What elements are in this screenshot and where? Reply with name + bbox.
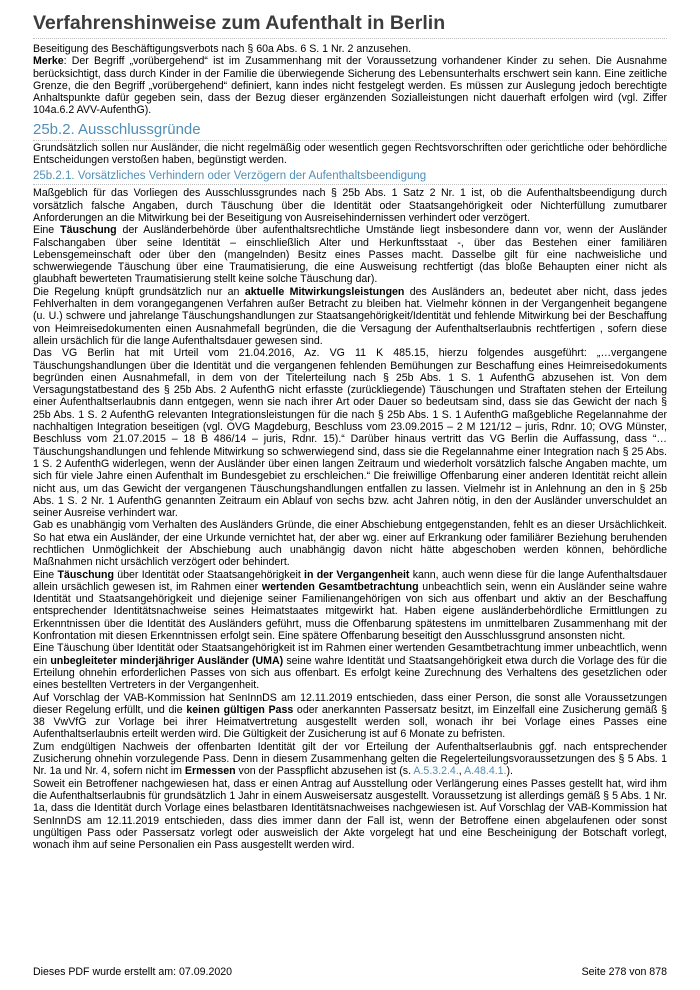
paragraph-text: unbeachtlich sein, wenn ein Ausländer seine wahre Identität und Staatsangehörigkeit und diejenige seiner Familienangehörigen von sich aus offenbart und aktiv an der Beschaffung entsprechender Identitätsnachweise seines Heimatstaates mitgewirkt hat. Haben eigene ausländerbehördliche Ermittlungen zu Erkenntnissen über die Identität des Ausländers geführt, muss die Offenbarung spätestens im unmittelbaren Zusammenhang mit der Konfrontation mit diesen Erkenntnissen erfolgt sein. Eine spätere Offenbarung beseitigt den Ausschlussgrund ansonsten nicht. bbox=[33, 580, 667, 643]
bold-text: in der Vergangenheit bbox=[304, 568, 410, 581]
bold-text: Ermessen bbox=[184, 765, 236, 778]
footer-page-number: Seite 278 von 878 bbox=[581, 966, 667, 978]
reference-link-a-48-4-1[interactable]: A.48.4.1. bbox=[464, 765, 507, 778]
paragraph: Das VG Berlin hat mit Urteil vom 21.04.2016, Az. VG 11 K 485.15, hierzu folgendes ausgeführt: „…vergangene Täuschungshandlungen über die Identität und die vergangenen fehlenden Bemühungen zur Beschaffung eines Heimreisedokuments begründen einen Ausnahmefall, in dem von der Titelerteilung nach § 25b Abs. 1 S. 1 AufenthG abzusehen ist. Von dem Versagungstatbestand des § 25b Abs. 2 AufenthG nicht erfasste (zurückliegende) Täuschungen und Straftaten stehen der Erteilung einer Aufenthaltserlaubnis dann entgegen, wenn sie nach ihrer Art oder Dauer so bedeutsam sind, dass sie das Gewicht der nach § 25b Abs. 1 S. 2 AufenthG relevanten Integrationsleistungen für die nach § 25b Abs. 1 S. 1 AufenthG maßgebliche Regelannahme der nachhaltigen Integration beseitigen (vgl. OVG Magdeburg, Beschluss vom 23.09.2015 – 2 M 121/12 – juris, Rdnr. 10; OVG Münster, Beschluss vom 21.07.2015 – 18 B 486/14 – juris, Rdnr. 15).“ Darüber hinaus vertritt das VG Berlin die Auffassung, dass “…Täuschungshandlungen und fehlende Mitwirkung so schwerwiegend sind, dass sie die Regelannahme einer Integration nach § 25 Abs. 1 S. 2 AufenthG widerlegen, wenn der Ausländer über einen langen Zeitraum und wiederholt vorsätzlich falsche Angaben machte, um sich für viele Jahre einen Aufenthalt im Bundesgebiet zu erschleichen.“ Die freiwillige Offenbarung einer anderen Identität reicht allein nicht aus, um das Gewicht der vergangenen Täuschungshandlungen entfallen zu lassen. Vielmehr ist in Anlehnung an den in § 25b Abs. 1 S. 2 Nr. 1 AufenthG genannten Zeitraum ein Ablauf von sechs bzw. acht Jahren nötig, in den der Ausländer unverschuldet an seiner Ausreise verhindert war. bbox=[33, 347, 667, 520]
bold-text: unbegleiteter minderjähriger Ausländer (UMA) bbox=[50, 654, 284, 667]
subsection-heading: 25b.2.1. Vorsätzliches Verhindern oder Verzögern der Aufenthaltsbeendigung bbox=[33, 169, 667, 185]
paragraph-text: Zum endgültigen Nachweis der offenbarten Identität gilt der vor Erteilung der Aufenthaltserlaubnis ggf. nach entsprechender Zusicherung ohnehin vorzulegende Pass. Denn in diesem Zusammenhang gelten die Regelerteilungsvoraussetzungen des § 5 Abs. 1 Nr. 1a und Nr. 4, sofern nicht im bbox=[33, 740, 667, 778]
paragraph: Soweit ein Betroffener nachgewiesen hat, dass er einen Antrag auf Ausstellung oder Verlängerung eines Passes gestellt hat, wird ihm die Aufenthaltserlaubnis für grundsätzlich 1 Jahr in einem Ausweisersatz ausgestellt. Voraussetzung ist allerdings gemäß § 5 Abs. 1 Nr. 1a, dass die Identität durch Vorlage eines belastbaren Identitätsnachweises nachgewiesen ist. Auf Vorschlag der VAB-Kommission hat SenInnDS am 12.11.2019 entschieden, dass dies immer dann der Fall ist, wenn der Betroffene einen abgelaufenen oder sonst ungültigen Pass oder Passersatz vorlegt oder ausweislich der Akte vorgelegt hat und eine Bescheinigung der Botschaft vorlegt, wonach ihm auf seine Personalien ein Pass ausgestellt werden wird. bbox=[33, 777, 667, 852]
paragraph bbox=[33, 741, 667, 778]
bold-text: aktuelle Mitwirkungsleistungen bbox=[244, 285, 405, 298]
bold-text: wertenden Gesamtbetrachtung bbox=[261, 580, 419, 593]
paragraph: Gab es unabhängig vom Verhalten des Ausländers Gründe, die einer Abschiebung entgegenstanden, fehlt es an dieser Ursächlichkeit. So hat etwa ein Ausländer, der eine Urkunde vernichtet hat, der aber wg. einer auf Erkrankung oder familiärer Beziehung beruhenden rechtlichen Unmöglichkeit der Abschiebung auch unabhängig davon nicht hätte abgeschoben werden können, behördliche Maßnahmen nicht ursächlich verzögert oder behindert. bbox=[33, 519, 667, 569]
paragraph-text: Eine bbox=[33, 568, 58, 581]
document-page bbox=[33, 10, 667, 851]
paragraph bbox=[33, 569, 667, 643]
paragraph-text: Eine Täuschung über Identität oder Staatsangehörigkeit ist im Rahmen einer wertenden Gesamtbetrachtung immer unbeachtlich, wenn ein bbox=[33, 642, 667, 667]
bold-text: keinen gültigen Pass bbox=[186, 703, 294, 716]
paragraph-text: Die Regelung knüpft grundsätzlich nur an bbox=[33, 285, 245, 298]
paragraph-text: seine wahre Identität und Staatsangehörigkeit etwa durch die Vorlage des für die Erteilung ohnehin erforderlichen Passes von sich aus offenbart. Es erfolgt keine Zurechnung des Verhaltens des gesetzlichen oder eines bestellten Vertreters in der Vergangenheit. bbox=[33, 654, 667, 692]
page-title: Verfahrenshinweise zum Aufenthalt in Berlin bbox=[33, 10, 667, 39]
paragraph: Beseitigung des Beschäftigungsverbots nach § 60a Abs. 6 S. 1 Nr. 2 anzusehen. bbox=[33, 43, 412, 55]
paragraph bbox=[33, 55, 667, 116]
paragraph bbox=[33, 224, 667, 285]
reference-link-a-5-3-2-4[interactable]: A.5.3.2.4. bbox=[413, 765, 459, 778]
bold-text: Merke bbox=[33, 55, 64, 68]
section-heading: 25b.2. Ausschlussgründe bbox=[33, 121, 667, 141]
paragraph-text: , bbox=[458, 765, 465, 778]
paragraph bbox=[33, 692, 667, 741]
paragraph-text: : Der Begriff „vorübergehend“ ist im Zusammenhang mit der Voraussetzung vorhandener Kinder zu sehen. Die Ausnahme berücksichtigt, dass durch Kinder in der Familie die überwiegende Sicherung des Lebensunterhalts erschwert sein kann. Eine zeitliche Grenze, die den Begriff „vorübergehend“ definiert, kann indes nicht festgelegt werden. Es müssen zur Auslegung jedoch berechtigte Anhaltspunkte dafür gegeben sein, dass der Bezug dieser ergänzenden Sozialleistungen nicht dauerhaft erfolgen wird (vgl. Ziffer 104a.6.2 AVV-AufenthG). bbox=[33, 55, 667, 117]
bold-text: Täuschung bbox=[57, 568, 114, 581]
paragraph-text: oder anerkannten Passersatz besitzt, im Einzelfall eine Zusicherung gemäß § 38 VwVfG zur Vorlage bei ihrer Heimatvertretung ausgestellt werden soll, wonach ihr bei Vorlage eines Passes eine Aufenthaltserlaubnis erteilt werden wird. Die Gültigkeit der Zusicherung ist auf 6 Monate zu befristen. bbox=[33, 703, 667, 741]
paragraph-text: des Ausländers an, bedeutet aber nicht, dass jedes Fehlverhalten in dem vorangegangenen Verfahren außer Betracht zu bleiben hat. Vielmehr können in der Vergangenheit begangene (u. U.) schwere und jahrelange Täuschungshandlungen zur Staatsangehörigkeit/Identität und fehlende Mitwirkung bei der Beschaffung von Heimreisedokumenten einen Ausnahmefall begründen, die die Versagung der Aufenthaltserlaubnis rechtfertigen , sofern diese allein ursächlich für die lange Aufenthaltsdauer gewesen sind. bbox=[33, 285, 667, 347]
paragraph-text: ). bbox=[506, 765, 513, 778]
paragraph-text: Auf Vorschlag der VAB-Kommission hat SenInnDS am 12.11.2019 entschieden, dass einer Person, die sonst alle Voraussetzungen dieser Regelung erfüllt, und die bbox=[33, 691, 667, 716]
paragraph bbox=[33, 286, 667, 347]
paragraph-text: kann, auch wenn diese für die lange Aufenthaltsdauer allein ursächlich gewesen ist, im Rahmen einer bbox=[33, 568, 667, 593]
paragraph bbox=[33, 642, 667, 691]
bold-text: Täuschung bbox=[60, 224, 117, 237]
paragraph-text: der Ausländerbehörde über aufenthaltsrechtliche Umstände liegt insbesondere dann vor, wenn der Ausländer Falschangaben über seine Identität – einschließlich Alter und Herkunftsstaat -, über das Bestehen einer familiären Lebensgemeinschaft oder über den (mangelnden) Besitz eines Passes macht. Dasselbe gilt für eine nachweisliche und schwerwiegende Täuschung über eine Traumatisierung, die eine Ausweisung rechtfertigt (das bloße Behaupten einer nicht als glaubhaft bewerteten Traumatisierung stellt keine solche Täuschung dar). bbox=[33, 224, 667, 286]
paragraph-text: über Identität oder Staatsangehörigkeit bbox=[113, 568, 305, 581]
paragraph: Grundsätzlich sollen nur Ausländer, die nicht regelmäßig oder wesentlich gegen Rechtsvorschriften oder gerichtliche oder behördliche Entscheidungen verstoßen haben, begünstigt werden. bbox=[33, 141, 667, 167]
paragraph-text: von der Passpflicht abzusehen ist (s. bbox=[235, 765, 414, 778]
footer-created-date: Dieses PDF wurde erstellt am: 07.09.2020 bbox=[33, 966, 233, 978]
paragraph: Maßgeblich für das Vorliegen des Ausschlussgrundes nach § 25b Abs. 1 Satz 2 Nr. 1 ist, ob die Aufenthaltsbeendigung durch vorsätzlich falsche Angaben, durch Täuschung über die Identität oder Staatsangehörigkeit oder Nichterfüllung zumutbarer Anforderungen an die Mitwirkung bei der Beseitigung von Ausreisehindernissen verhindert oder verzögert. bbox=[33, 187, 667, 224]
paragraph-text: Eine bbox=[33, 224, 61, 237]
